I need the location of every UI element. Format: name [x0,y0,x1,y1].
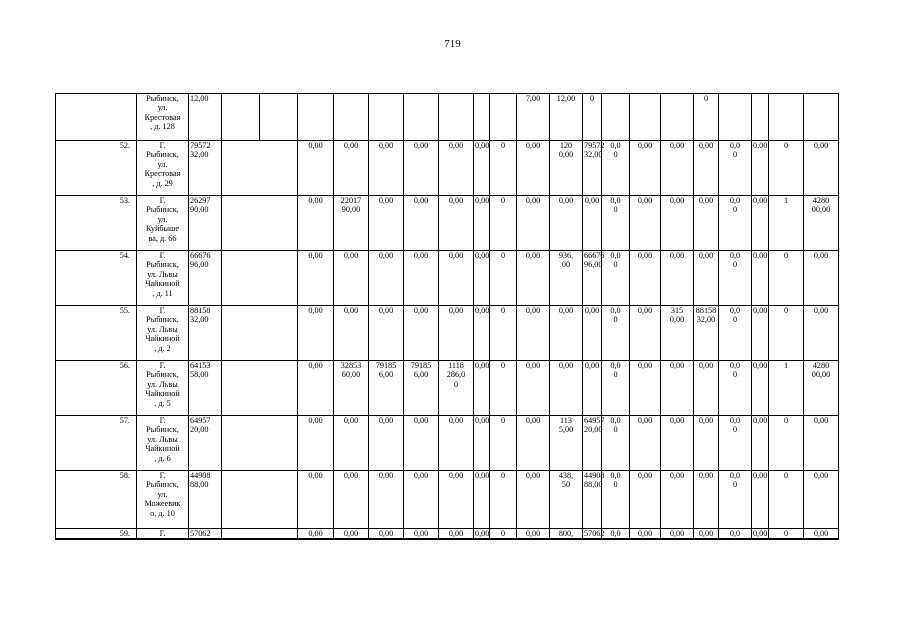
table-cell: 0 [490,141,517,196]
table-cell: 0 [694,94,719,141]
table-cell: 438, 50 [550,471,583,529]
table-cell: 0,00 [517,361,550,416]
table-cell: 0,00 [369,306,404,361]
table-cell: 0,00 [630,251,661,306]
table-cell: 0 [490,361,517,416]
table-cell: 0 [490,529,517,540]
table-cell: 0,00 [369,471,404,529]
table-cell: 0,00 [804,306,839,361]
table-cell: 0,00 [804,529,839,540]
table-cell [260,94,298,141]
table-cell: 0,00 [334,251,369,306]
table-cell: 0,00 [517,471,550,529]
table-cell: 0 [769,529,804,540]
table-cell: Г. Рыбинск, ул. Львы Чайкиной , д. 5 [137,361,189,416]
table-cell: 88158 32,00 [694,306,719,361]
table-cell [222,251,298,306]
table-cell: 0,00 [334,306,369,361]
table-cell [769,94,804,141]
table-cell: 59. [56,529,137,540]
table-cell [334,94,369,141]
table-row [56,361,839,416]
table-cell: 0 [490,306,517,361]
table-cell: 0,00 [753,529,768,538]
table-cell: 26297 90,00 [189,196,222,251]
table-cell: 79572 32,00 [583,141,602,196]
table-cell: 0,00 [474,361,490,416]
table-cell: 0 [769,306,804,361]
table-cell: 0,00 [630,141,661,196]
table-cell: 0,0 0 [719,196,752,251]
table-cell: 0,0 0 [602,471,630,529]
table-cell: 64957 20,00 [189,416,222,471]
table-cell: 0,00 [517,141,550,196]
table-cell: 0,00 [694,361,719,416]
table-cell: 0,00 [439,416,474,471]
data-table-wrapper [55,93,839,540]
table-cell: 0,00 [661,141,694,196]
table-cell: 0,00 [475,529,490,538]
table-cell: 12,00 [550,94,583,141]
table-cell: 0,00 [804,416,839,471]
table-cell: 0,0 0 [602,306,630,361]
table-cell: 800, [550,529,583,540]
table-cell [404,94,439,141]
table-cell: 0,00 [661,361,694,416]
table-cell: 0,00 [804,251,839,306]
table-cell [439,94,474,141]
table-cell: 0,00 [550,306,583,361]
table-cell: 0,00 [517,529,550,540]
table-cell: 0,0 0 [719,251,752,306]
table-cell: 54. [56,251,137,306]
table-cell: 0,00 [439,251,474,306]
table-cell: 0 [490,251,517,306]
table-cell: 55. [56,306,137,361]
table-cell: 0,0 [602,529,630,540]
table-cell: 66676 96,00 [583,251,602,306]
table-cell: Г. Рыбинск, ул. Львы Чайкиной , д. 6 [137,416,189,471]
table-cell [752,94,769,141]
table-cell [490,94,517,141]
table-row [56,94,839,141]
table-cell [661,94,694,141]
table-cell: 0,00 [439,196,474,251]
table-cell: 0,00 [369,141,404,196]
table-cell: 0,00 [630,416,661,471]
table-cell: 0,0 0 [719,416,752,471]
table-cell: 0,00 [298,141,334,196]
table-cell: 0,00 [694,471,719,529]
table-cell: 0,00 [439,471,474,529]
table-cell: 0,0 0 [602,416,630,471]
table-cell: 79185 6,00 [404,361,439,416]
table-cell: 0,00 [404,251,439,306]
table-cell: 0,00 [298,196,334,251]
table-cell [56,94,137,141]
table-cell [804,94,839,141]
table-cell [298,94,334,141]
table-cell: 64153 58,00 [189,361,222,416]
table-cell: 0,00 [334,529,369,540]
table-cell: 88158 32,00 [189,306,222,361]
table-cell: 44908 88,00 [189,471,222,529]
table-cell: Рыбинск, ул. Крестовая , д. 128 [137,94,189,141]
table-cell: 57062 [584,529,605,538]
table-cell: 0,00 [334,416,369,471]
table-cell: 0,00 [474,306,490,361]
table-cell: 113 5,00 [550,416,583,471]
table-cell [222,361,298,416]
table-cell [222,94,260,141]
table-cell: 0,00 [334,471,369,529]
table-cell: 56. [56,361,137,416]
table-cell: 0,00 [661,196,694,251]
table-cell: 0,00 [298,529,334,540]
table-cell [474,94,490,141]
table-cell: 0,00 [752,306,769,361]
table-cell: 0,00 [439,306,474,361]
table-cell: 0,00 [517,306,550,361]
table-cell: 66676 96,00 [189,251,222,306]
table-row [56,306,839,361]
table-cell [719,94,752,141]
table-cell: 0,00 [661,471,694,529]
table-cell: Г. Рыбинск, ул. Куйбыше ва, д. 66 [137,196,189,251]
table-cell: 58. [56,471,137,529]
table-cell: 1118 286,0 0 [439,361,474,416]
table-cell: 0,00 [369,416,404,471]
table-cell: 0,00 [752,416,769,471]
table-cell: 0 [769,251,804,306]
table-cell [222,471,298,529]
table-cell: 79185 6,00 [369,361,404,416]
table-cell: 0,00 [752,251,769,306]
table-cell: 0,00 [404,416,439,471]
table-cell: 0 [769,471,804,529]
table-cell: 0,0 [719,529,752,540]
table-cell: Г. Рыбинск, ул. Крестовая , д. 29 [137,141,189,196]
table-cell: 0 [769,416,804,471]
table-cell: 1 [769,196,804,251]
table-cell: 0,0 0 [602,141,630,196]
table-cell: 0,00 [661,251,694,306]
table-cell: 0,00 [630,361,661,416]
table-cell: 0,00 [630,306,661,361]
table-cell: 0 [490,416,517,471]
table-cell: 0,00 [517,416,550,471]
table-cell: 0,00 [439,529,474,540]
table-cell: 0,00 [752,361,769,416]
table-cell: 0,00 [752,196,769,251]
table-cell: 0,00 [369,251,404,306]
table-cell: 32853 60,00 [334,361,369,416]
table-cell: 12,00 [189,94,222,141]
table-cell: 0,00 [694,141,719,196]
table-cell: 0,00 [298,361,334,416]
table-cell: 0,0 0 [602,251,630,306]
table-cell: 0 [583,94,602,141]
table-cell: 0,00 [630,471,661,529]
table-cell: 0,00 [804,471,839,529]
table-row [56,471,839,529]
table-cell [222,141,298,196]
table-cell: 0,00 [298,251,334,306]
table-cell: 0,00 [474,251,490,306]
table-cell: 0,00 [298,416,334,471]
table-cell: 0,00 [550,361,583,416]
table-cell: 0,0 0 [719,471,752,529]
table-cell: 0 [490,471,517,529]
table-row [56,416,839,471]
table-cell: 0,00 [439,141,474,196]
table-cell: 0,00 [583,196,602,251]
table-cell: Г. [137,529,189,540]
table-cell: 1 [769,361,804,416]
table-cell: 0,00 [517,251,550,306]
table-cell: 44908 88,00 [583,471,602,529]
table-cell: 0,00 [474,196,490,251]
table-row [56,251,839,306]
table-cell: 52. [56,141,137,196]
table-cell: 0,00 [404,529,439,540]
table-cell: 22017 90,00 [334,196,369,251]
table-cell: 0,00 [404,471,439,529]
table-cell: 53. [56,196,137,251]
table-cell: 0,00 [404,306,439,361]
table-cell: 4280 00,00 [804,361,839,416]
table-cell: 0 [769,141,804,196]
table-cell: 0,00 [804,141,839,196]
table-cell: 0,00 [298,471,334,529]
table-cell: 0,00 [694,251,719,306]
table-cell: 0,00 [369,196,404,251]
table-cell: 0,00 [474,416,490,471]
table-cell: 0 [490,196,517,251]
table-row [56,141,839,196]
table-cell: 0,00 [694,416,719,471]
table-cell: 0,00 [630,196,661,251]
table-cell [630,94,661,141]
table-cell: 0,0 0 [719,141,752,196]
table-cell: 0,00 [517,196,550,251]
table-cell: 4280 00,00 [804,196,839,251]
table-cell: 0,00 [752,471,769,529]
table-cell: Г. Рыбинск, ул. Можеевик о, д. 10 [137,471,189,529]
table-cell: 0,00 [630,529,661,540]
table-cell: 315 0,00 [661,306,694,361]
table-cell [222,416,298,471]
table-cell [602,94,630,141]
table-cell: 0,00 [334,141,369,196]
data-table [55,93,839,540]
table-cell: 57062 [189,529,222,540]
table-cell: 0,00 [298,306,334,361]
table-cell: 0,00 [661,529,694,540]
table-row [56,529,839,540]
table-cell: 0,00 [404,196,439,251]
table-cell [222,306,298,361]
table-cell: 0,0 0 [602,361,630,416]
table-row [56,196,839,251]
table-cell: 0,0 0 [719,361,752,416]
table-cell [222,529,298,540]
table-cell: 0,00 [369,529,404,540]
table-cell: 0,00 [404,141,439,196]
table-cell: Г. Рыбинск, ул. Львы Чайкиной , д. 11 [137,251,189,306]
table-cell: 64957 20,00 [583,416,602,471]
table-cell: 120 0,00 [550,141,583,196]
table-cell: 0,00 [752,141,769,196]
table-cell: 0,00 [474,141,490,196]
table-cell: Г. Рыбинск, ул. Львы Чайкиной , д. 2 [137,306,189,361]
table-cell: 57. [56,416,137,471]
table-cell: 0,00 [583,361,602,416]
table-cell: 0,00 [661,416,694,471]
table-cell: 0,00 [583,306,602,361]
table-cell [222,196,298,251]
table-cell: 0,0 0 [719,306,752,361]
table-cell: 0,00 [694,196,719,251]
table-cell [369,94,404,141]
table-cell: 7,00 [517,94,550,141]
table-cell: 79572 32,00 [189,141,222,196]
page-number: 719 [444,38,461,50]
table-cell: 0,0 0 [602,196,630,251]
table-cell: 936, 00 [550,251,583,306]
table-cell: 0,00 [474,471,490,529]
table-cell: 0,00 [550,196,583,251]
table-cell: 0,00 [694,529,719,540]
